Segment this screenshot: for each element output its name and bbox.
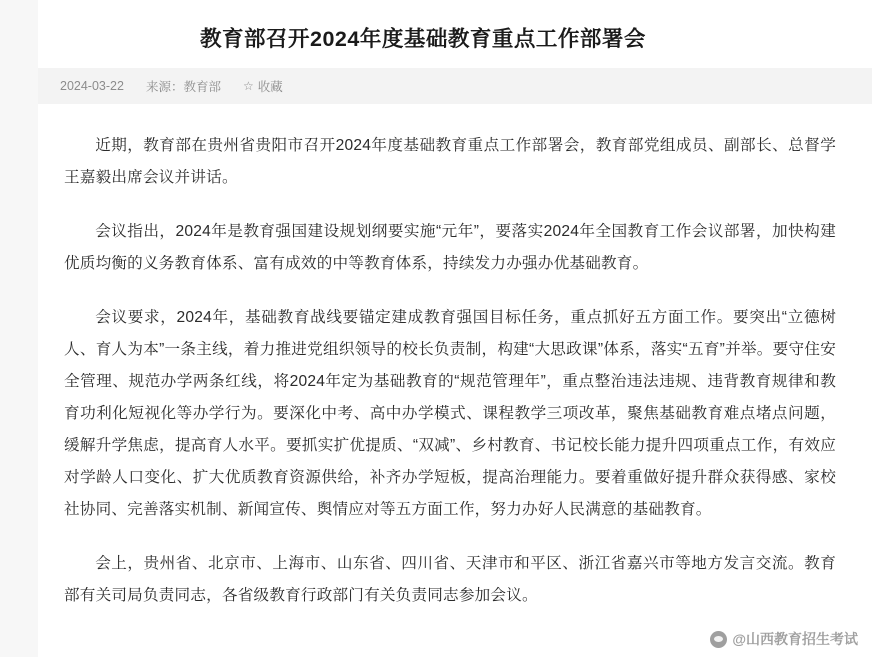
publish-date: 2024-03-22 (60, 79, 124, 94)
article-source: 来源：教育部 (145, 80, 221, 95)
paragraph: 会议指出，2024年是教育强国建设规划纲要实施“元年”，要落实2024年全国教育工作会议部署，加快构建优质均衡的义务教育体系、富有成效的中等教育体系，持续发力办强办优基础教育。 (64, 223, 836, 272)
favorite-button[interactable] (243, 77, 283, 95)
weibo-logo-icon (710, 631, 727, 648)
favorite-label: 收藏 (257, 80, 283, 95)
paragraph: 会议要求，2024年，基础教育战线要锚定建成教育强国目标任务，重点抓好五方面工作。要突出“立德树人、育人为本”一条主线，着力推进党组织领导的校长负责制，构建“大思政课”体系，落实“五育”并举。要守住安全管理、规范办学两条红线，将2024年定为基础教育的“规范管理年”，重点整治违法违规、违背教育规律和教育功利化短视化等办学行为。要深化中考、高中办学模式、课程教学三项改革，聚焦基础教育难点堵点问题，缓解升学焦虑，提高育人水平。要抓实扩优提质、“双减”、乡村教育、书记校长能力提升四项重点工作，有效应对学龄人口变化、扩大优质教育资源供给，补齐办学短板，提高治理能力。要着重做好提升群众获得感、家校社协同、完善落实机制、新闻宣传、舆情应对等五方面工作，努力办好人民满意的基础教育。 (64, 308, 836, 518)
article-meta-bar (38, 68, 872, 104)
page-title: 教育部召开2024年度基础教育重点工作部署会 (200, 27, 646, 51)
article-content (38, 0, 872, 657)
paragraph: 近期，教育部在贵州省贵阳市召开2024年度基础教育重点工作部署会，教育部党组成员、副部长、总督学王嘉毅出席会议并讲话。 (64, 137, 836, 187)
left-rail (0, 0, 38, 657)
article-body (38, 104, 872, 611)
watermark (710, 629, 858, 649)
paragraph: 会上，贵州省、北京市、上海市、山东省、四川省、天津市和平区、浙江省嘉兴市等地方发言交流。教育部有关司局负责同志，各省级教育行政部门有关负责同志参加会议。 (64, 554, 836, 604)
star-icon: ☆ (242, 79, 254, 94)
watermark-text: @山西教育招生考试 (732, 631, 858, 647)
